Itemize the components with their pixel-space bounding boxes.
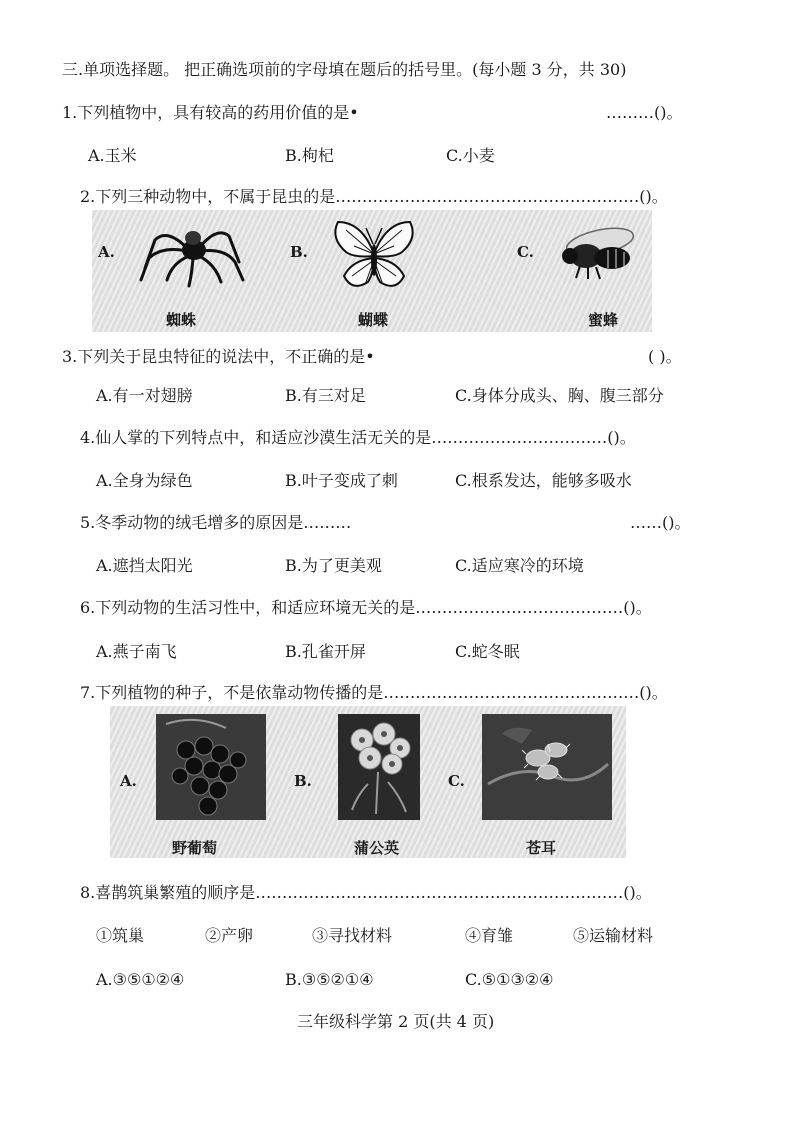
question-3-bracket: ( )。 <box>648 347 682 366</box>
bee-icon <box>554 216 644 282</box>
q4-option-b[interactable]: B.叶子变成了刺 <box>285 471 398 490</box>
q1-option-c[interactable]: C.小麦 <box>446 146 495 165</box>
dandelion-icon <box>338 714 420 820</box>
q8-option-b[interactable]: B.③⑤②①④ <box>285 970 374 989</box>
q3-option-b[interactable]: B.有三对足 <box>285 386 366 405</box>
section-header: 三.单项选择题。 把正确选项前的字母填在题后的括号里。(每小题 3 分，共 30) <box>62 60 627 79</box>
q7-caption-dandelion: 蒲公英 <box>354 839 400 857</box>
q8-option-c[interactable]: C.⑤①③②④ <box>465 970 554 989</box>
q5-option-b[interactable]: B.为了更美观 <box>285 556 382 575</box>
spider-icon <box>137 218 247 288</box>
q7-image-strip <box>110 706 626 858</box>
q6-option-b[interactable]: B.孔雀开屏 <box>285 642 366 661</box>
question-3-stem: 3.下列关于昆虫特征的说法中，不正确的是• <box>62 347 375 366</box>
q2-image-strip <box>92 210 652 332</box>
q2-option-c-letter[interactable]: C. <box>517 243 534 261</box>
q8-step-4: ④育雏 <box>465 926 514 945</box>
question-4-stem: 4.仙人掌的下列特点中，和适应沙漠生活无关的是……………………………()。 <box>80 428 636 447</box>
q2-option-a-letter[interactable]: A. <box>98 243 115 261</box>
q1-option-b[interactable]: B.枸杞 <box>285 146 334 165</box>
question-2-stem: 2.下列三种动物中，不属于昆虫的是…………………………………………………()。 <box>80 187 668 206</box>
q7-option-c-letter[interactable]: C. <box>448 772 465 790</box>
question-6-stem: 6.下列动物的生活习性中，和适应环境无关的是…………………………………()。 <box>80 598 652 617</box>
q7-option-a-letter[interactable]: A. <box>120 772 137 790</box>
q7-option-b-letter[interactable]: B. <box>294 772 312 790</box>
q3-option-c[interactable]: C.身体分成头、胸、腹三部分 <box>455 386 664 405</box>
question-5-stem: 5.冬季动物的绒毛增多的原因是……… <box>80 513 352 532</box>
q4-option-c[interactable]: C.根系发达，能够多吸水 <box>455 471 632 490</box>
butterfly-icon <box>332 216 416 296</box>
cocklebur-photo <box>482 714 612 820</box>
question-8-stem: 8.喜鹊筑巢繁殖的顺序是……………………………………………………………()。 <box>80 883 652 902</box>
q8-step-3: ③寻找材料 <box>312 926 393 945</box>
question-7-stem: 7.下列植物的种子，不是依靠动物传播的是…………………………………………()。 <box>80 683 668 702</box>
q8-step-2: ②产卵 <box>205 926 254 945</box>
q7-caption-wild-grape: 野葡萄 <box>172 839 218 857</box>
q6-option-c[interactable]: C.蛇冬眠 <box>455 642 520 661</box>
q1-option-a[interactable]: A.玉米 <box>88 146 137 165</box>
wild-grape-photo <box>156 714 266 820</box>
q2-option-b-letter[interactable]: B. <box>290 243 308 261</box>
q2-caption-butterfly: 蝴蝶 <box>358 311 389 329</box>
q8-option-a[interactable]: A.③⑤①②④ <box>96 970 185 989</box>
grape-icon <box>156 714 266 820</box>
question-1-bracket: ………()。 <box>606 103 683 122</box>
q5-option-a[interactable]: A.遮挡太阳光 <box>96 556 193 575</box>
q2-caption-spider: 蜘蛛 <box>166 311 197 329</box>
question-1-stem: 1.下列植物中，具有较高的药用价值的是• <box>62 103 359 122</box>
q6-option-a[interactable]: A.燕子南飞 <box>96 642 177 661</box>
q3-option-a[interactable]: A.有一对翅膀 <box>96 386 193 405</box>
page-footer: 三年级科学第 2 页(共 4 页) <box>297 1012 495 1031</box>
cocklebur-icon <box>482 714 612 820</box>
question-5-bracket: ……()。 <box>630 513 691 532</box>
dandelion-photo <box>338 714 420 820</box>
q7-caption-cocklebur: 苍耳 <box>526 839 557 857</box>
q8-step-5: ⑤运输材料 <box>573 926 654 945</box>
q2-caption-bee: 蜜蜂 <box>588 311 619 329</box>
q5-option-c[interactable]: C.适应寒冷的环境 <box>455 556 584 575</box>
q8-step-1: ①筑巢 <box>96 926 145 945</box>
q4-option-a[interactable]: A.全身为绿色 <box>96 471 193 490</box>
